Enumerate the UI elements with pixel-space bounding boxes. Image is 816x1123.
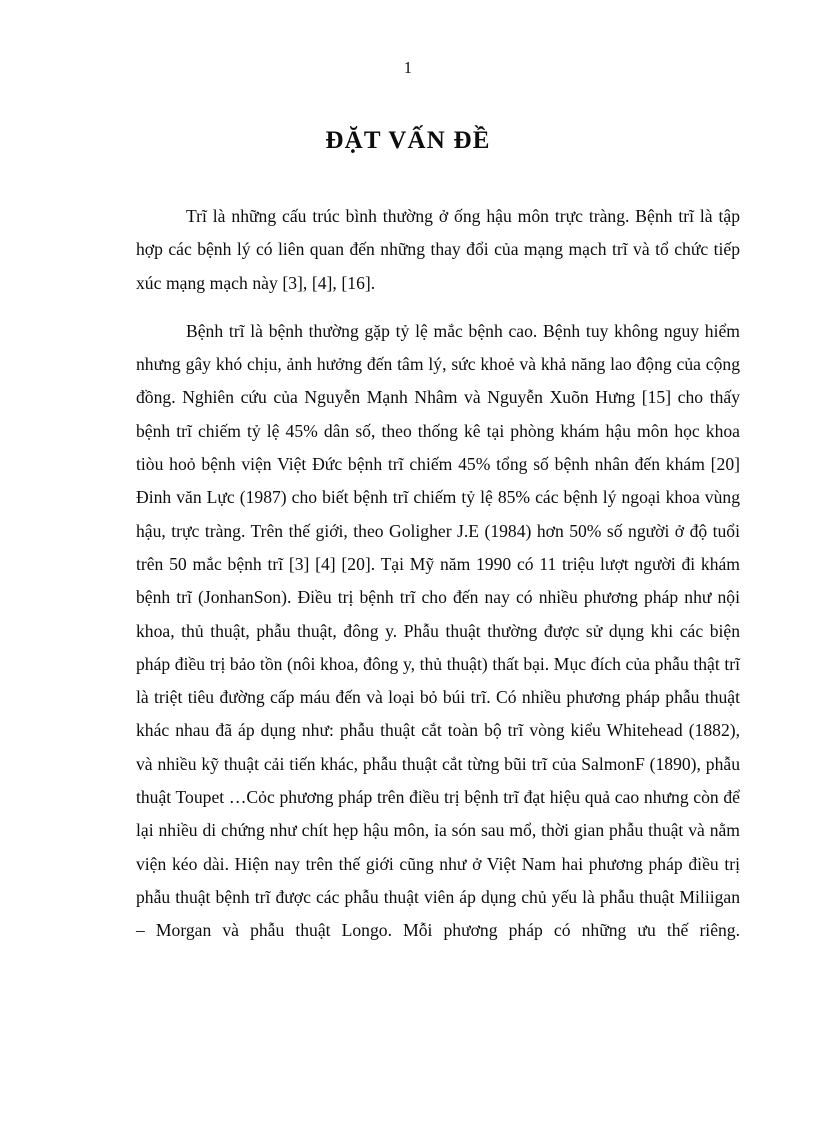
page-title: ĐẶT VẤN ĐỀ [325, 127, 491, 154]
paragraph: Trĩ là những cấu trúc bình thường ở ống hậu môn trực tràng. Bệnh trĩ là tập hợp các bệnh lý có liên quan đến những thay đổi của mạng mạch trĩ và tổ chức tiếp xúc mạng mạch này [3], [4], [16]. [136, 206, 740, 293]
page-number: 1 [403, 58, 413, 77]
document-body [136, 200, 740, 981]
paragraph: Bệnh trĩ là bệnh thường gặp tỷ lệ mắc bệnh cao. Bệnh tuy không nguy hiểm nhưng gây khó chịu, ảnh hưởng đến tâm lý, sức khoẻ và khả năng lao động của cộng đồng. Nghiên cứu của Nguyễn Mạnh Nhâm và Nguyễn Xuõn Hưng [15] cho thấy bệnh trĩ chiếm tỷ lệ 45% dân số, theo thống kê tại phòng khám hậu môn học khoa tiòu hoỏ bệnh viện Việt Đức bệnh trĩ chiếm 45% tổng số bệnh nhân đến khám [20] Đinh văn Lực (1987) cho biết bệnh trĩ chiếm tỷ lệ 85% các bệnh lý ngoại khoa vùng hậu, trực tràng. Trên thế giới, theo Goligher J.E (1984) hơn 50% số người ở độ tuổi trên 50 mắc bệnh trĩ [3] [4] [20]. Tại Mỹ năm 1990 có 11 triệu lượt người đi khám bệnh trĩ (JonhanSon). Điều trị bệnh trĩ cho đến nay có nhiều phương pháp như nội khoa, thủ thuật, phẫu thuật, đông y. Phẫu thuật thường được sử dụng khi các biện pháp điều trị bảo tồn (nôi khoa, đông y, thủ thuật) thất bại. Mục đích của phẫu thật trĩ là triệt tiêu đường cấp máu đến và loại bỏ búi trĩ. Có nhiều phương pháp phẫu thuật khác nhau đã áp dụng như: phẫu thuật cắt toàn bộ trĩ vòng kiểu Whitehead (1882), và nhiều kỹ thuật cải tiến khác, phẫu thuật cắt từng bũi trĩ của SalmonF (1890), phẫu thuật Toupet …Cỏc phương pháp trên điều trị bệnh trĩ đạt hiệu quả cao nhưng còn để lại nhiều di chứng như chít hẹp hậu môn, ỉa són sau mổ, thời gian phẫu thuật và nằm viện kéo dài. Hiện nay trên thế giới cũng như ở Việt Nam hai phương pháp điều trị phẫu thuật bệnh trĩ được các phẫu thuật viên áp dụng chủ yếu là phẫu thuật Miliigan – Morgan và phẫu thuật Longo. Mỗi phương pháp có những ưu thế riêng. [136, 320, 740, 941]
